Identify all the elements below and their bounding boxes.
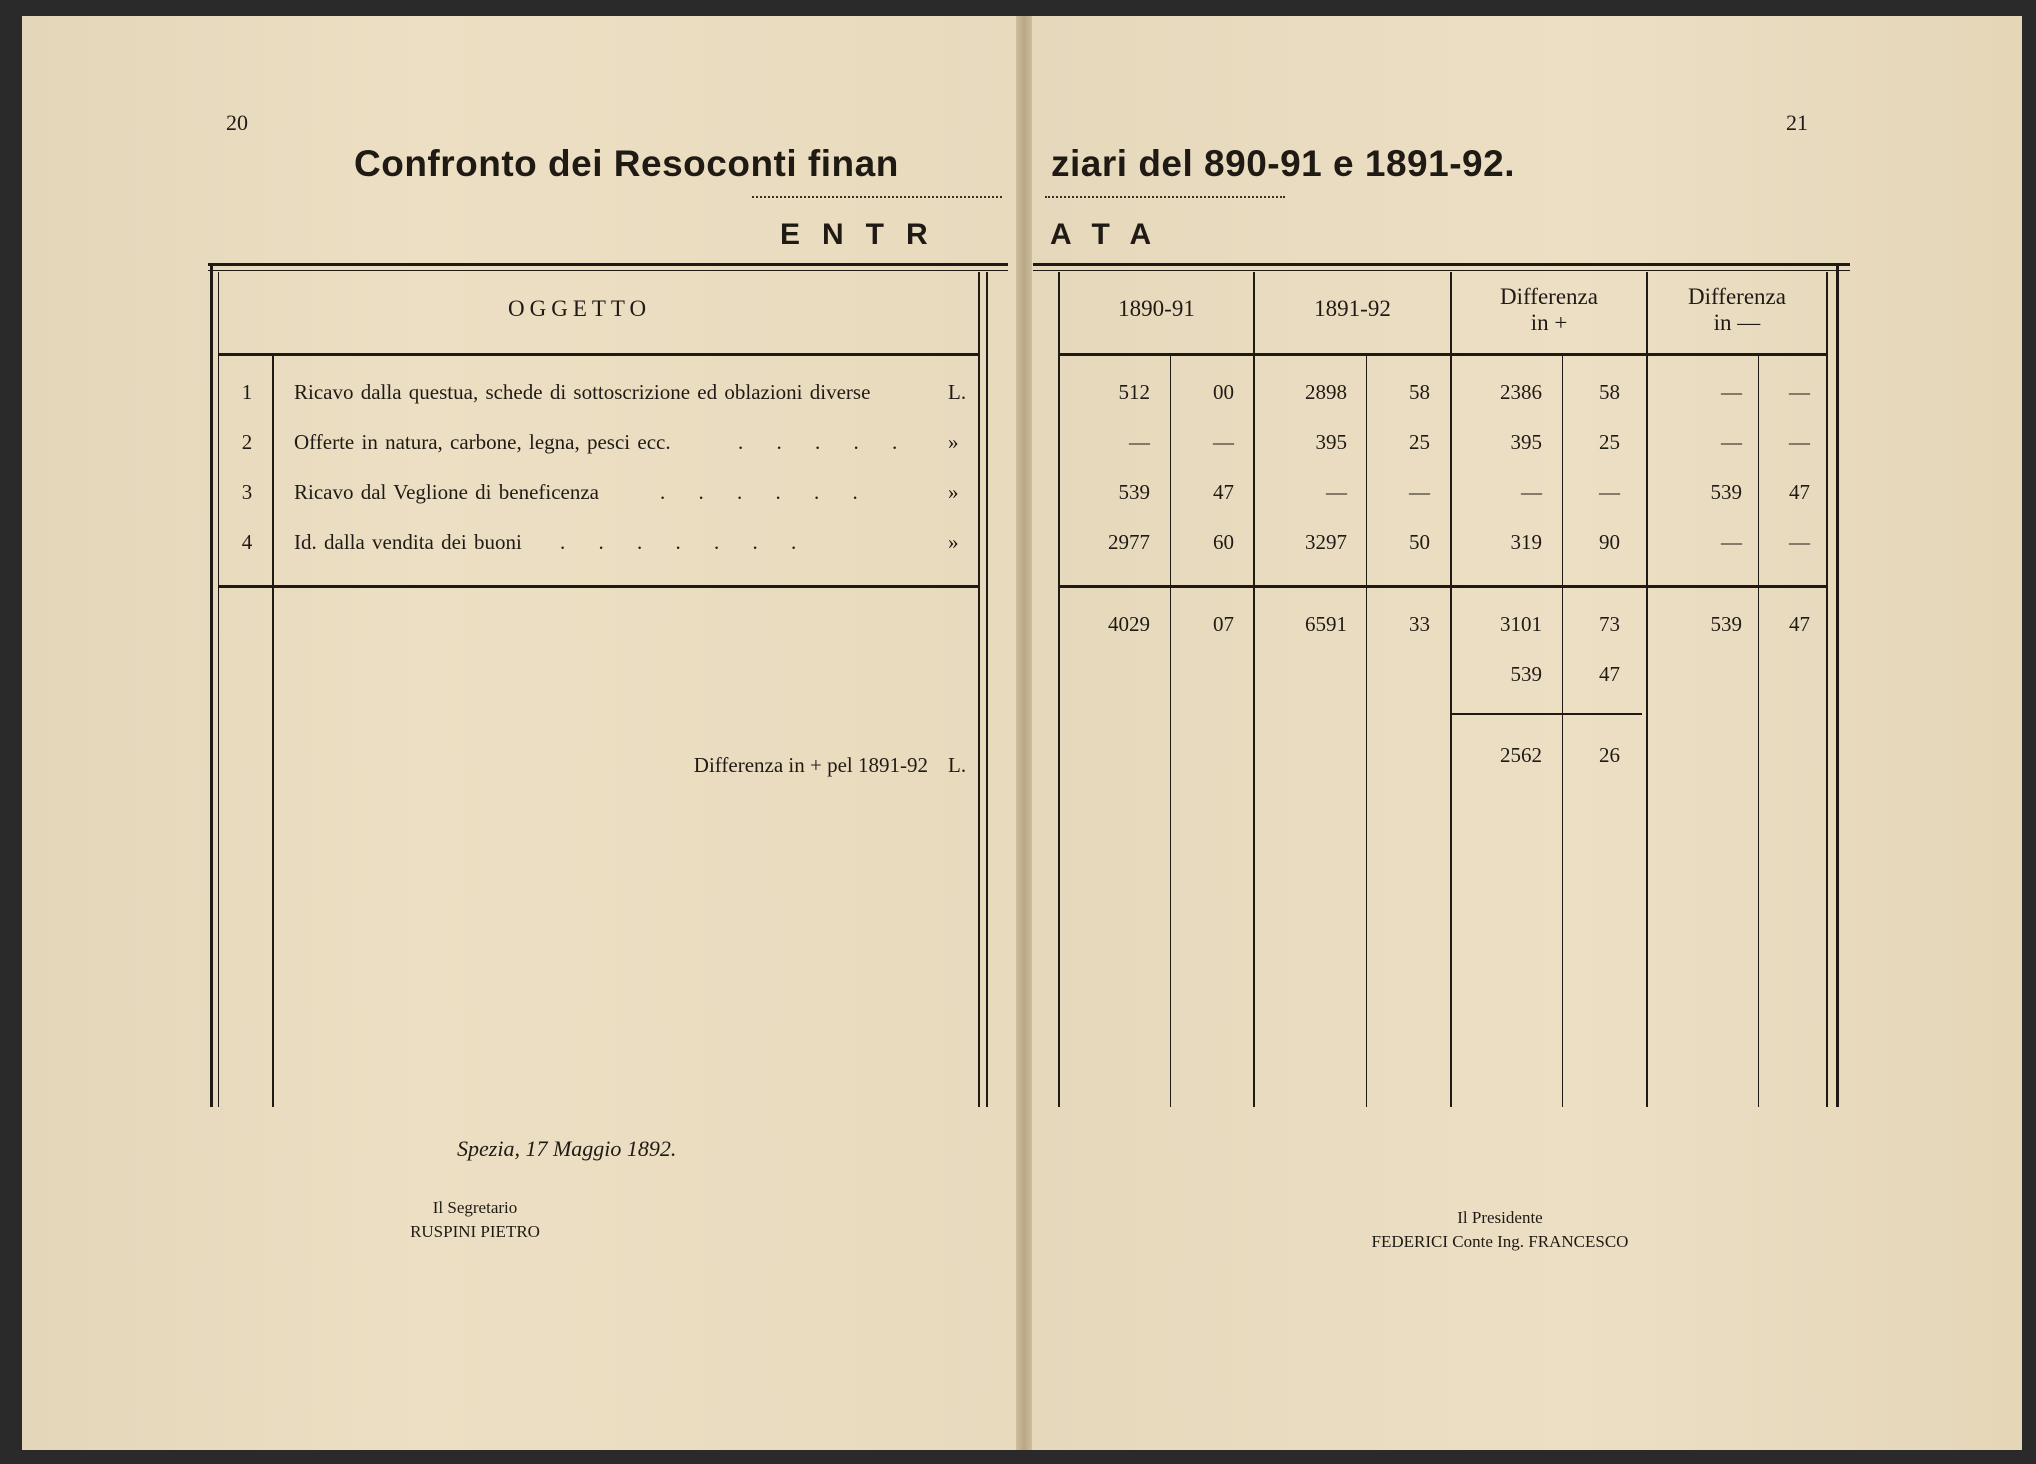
totals-rule-left [218,585,978,588]
row-value-b2: — [1409,480,1430,504]
row-value-m2: — [1789,430,1810,454]
row-value-b2: 50 [1409,530,1430,554]
row-value-m1: — [1721,530,1742,554]
row-currency: » [948,480,959,504]
total-value-a1: 4029 [1108,612,1150,636]
table-top-border-left [208,263,1008,266]
row-label: Ricavo dal Veglione di beneficenza [294,480,599,504]
row-value-a1: — [1129,430,1150,454]
difference-amount: 2562 [1500,743,1542,767]
row-value-m2: 47 [1789,480,1810,504]
book-gutter [1016,16,1032,1450]
row-value-p2: 25 [1599,430,1620,454]
president-name: FEDERICI Conte Ing. FRANCESCO [1371,1232,1629,1251]
section-heading-left: ENTR [780,218,950,251]
difference-cents: 26 [1599,743,1620,767]
difference-currency: L. [948,753,967,777]
row-label: Offerte in natura, carbone, legna, pesci ecc. [294,430,671,454]
row-number: 1 [241,380,253,404]
left-page-number: 20 [226,110,248,135]
header-1890-91: 1890-91 [1118,296,1195,321]
total-value-p2: 73 [1599,612,1620,636]
row-currency: L. [948,380,967,404]
row-value-p2: — [1599,480,1620,504]
header-diff-minus-line1: Differenza [1688,284,1786,309]
secretary-role: Il Segretario [432,1198,518,1217]
header-diff-plus-line2: in + [1530,310,1568,335]
row-value-m1: — [1721,380,1742,404]
total-value-a2: 07 [1213,612,1234,636]
number-column-divider [272,356,274,1107]
table-right-inner-border [1826,272,1828,1107]
total-value-p1: 3101 [1500,612,1542,636]
subtraction-rule [1452,713,1642,715]
row-leader-dots: . . . . . . [660,480,872,504]
title-underline-left [752,196,1002,204]
totals-rule-right [1058,585,1826,588]
row-number: 2 [241,430,253,454]
row-value-b1: 395 [1315,430,1347,454]
oggetto-right-divider-2 [986,272,988,1107]
row-value-p1: 395 [1510,430,1542,454]
row-value-a1: 512 [1118,380,1150,404]
difference-label: Differenza in + pel 1891-92 [693,753,928,777]
row-label: Id. dalla vendita dei buoni [294,530,522,554]
right-page-number: 21 [1786,110,1808,135]
oggetto-right-divider [978,272,980,1107]
row-label: Ricavo dalla questua, schede di sottoscrizione ed oblazioni diverse [294,380,871,404]
row-number: 4 [241,530,253,554]
total-value-m1: 539 [1710,612,1742,636]
row-value-a1: 539 [1118,480,1150,504]
col-divider-y1-cents [1170,356,1171,1107]
row-value-m1: — [1721,430,1742,454]
total-value-b1: 6591 [1305,612,1347,636]
row-value-b1: — [1326,480,1347,504]
table-top-border-right-thin [1033,270,1850,271]
header-1891-92: 1891-92 [1314,296,1391,321]
president-role: Il Presidente [1457,1208,1543,1227]
subtract-amount: 539 [1510,662,1542,686]
header-oggetto: OGGETTO [508,296,652,321]
table-right-border [1836,264,1839,1107]
row-leader-dots: . . . . . . . [560,530,811,554]
title-underline-right [1045,196,1285,204]
col-divider-plus-cents [1562,356,1563,1107]
row-value-m1: 539 [1710,480,1742,504]
row-value-a2: 00 [1213,380,1234,404]
header-diff-minus-line2: in — [1713,310,1761,335]
row-leader-dots: . . . . . [738,430,912,454]
table-left-border [210,264,213,1107]
row-value-b2: 58 [1409,380,1430,404]
row-value-a2: 47 [1213,480,1234,504]
row-value-m2: — [1789,530,1810,554]
row-value-p1: — [1521,480,1542,504]
row-value-b1: 3297 [1305,530,1347,554]
row-value-p2: 90 [1599,530,1620,554]
place-date: Spezia, 17 Maggio 1892. [457,1136,677,1161]
header-bottom-rule-right [1058,353,1826,356]
title-right: ziari del 890-91 e 1891-92. [1051,143,1515,184]
header-diff-plus-line1: Differenza [1500,284,1598,309]
table-top-border-left-thin [208,270,1008,271]
row-value-b2: 25 [1409,430,1430,454]
table-top-border-right [1033,263,1850,266]
total-value-m2: 47 [1789,612,1810,636]
row-value-p1: 2386 [1500,380,1542,404]
row-value-b1: 2898 [1305,380,1347,404]
row-value-p1: 319 [1510,530,1542,554]
row-value-p2: 58 [1599,380,1620,404]
row-currency: » [948,530,959,554]
table-left-inner-border [218,272,219,1107]
row-value-a2: — [1213,430,1234,454]
row-number: 3 [241,480,253,504]
title-left: Confronto dei Resoconti finan [354,143,899,184]
row-value-a2: 60 [1213,530,1234,554]
section-heading-right: ATA [1050,218,1174,251]
row-value-a1: 2977 [1108,530,1150,554]
header-bottom-rule-left [218,353,978,356]
row-value-m2: — [1789,380,1810,404]
secretary-name: RUSPINI PIETRO [410,1222,540,1241]
col-divider-y2-cents [1366,356,1367,1107]
row-currency: » [948,430,959,454]
col-divider-minus-cents [1758,356,1759,1107]
subtract-cents: 47 [1599,662,1620,686]
total-value-b2: 33 [1409,612,1430,636]
